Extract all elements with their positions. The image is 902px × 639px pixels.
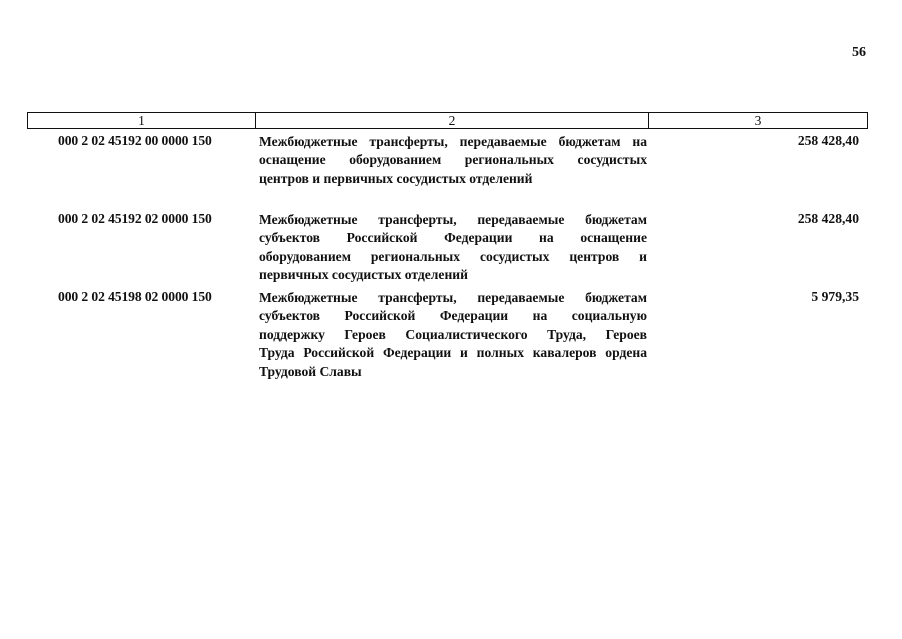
description-line: оснащение оборудованием региональных сосудистых (259, 152, 647, 168)
description-line: субъектов Российской Федерации на оснащение (259, 230, 647, 246)
row-description (259, 289, 647, 381)
budget-code: 000 2 02 45192 02 0000 150 (58, 211, 212, 226)
table-header (27, 112, 868, 129)
row-amount: 5 979,35 (811, 289, 859, 304)
description-line: Межбюджетные трансферты, передаваемые бюджетам (259, 290, 647, 305)
description-line: Труда Российской Федерации и полных кавалеров ордена (259, 345, 647, 361)
budget-code: 000 2 02 45198 02 0000 150 (58, 289, 212, 304)
description-line: Межбюджетные трансферты, передаваемые бюджетам (259, 212, 647, 227)
description-line: оборудованием региональных сосудистых центров и (259, 248, 647, 264)
row-amount: 258 428,40 (797, 211, 859, 226)
row-amount: 258 428,40 (797, 133, 859, 148)
page-number: 56 (852, 45, 866, 60)
description-line: первичных сосудистых отделений (259, 267, 468, 283)
description-line: Трудовой Славы (259, 363, 362, 379)
description-line: поддержку Героев Социалистического Труда, Героев (259, 326, 647, 342)
description-line: центров и первичных сосудистых отделений (259, 170, 533, 186)
row-description (259, 133, 647, 188)
column-header-2: 2 (256, 113, 649, 128)
description-line: Межбюджетные трансферты, передаваемые бюджетам на (259, 134, 647, 149)
column-header-3: 3 (754, 113, 762, 128)
budget-code: 000 2 02 45192 00 0000 150 (58, 133, 212, 148)
description-line: субъектов Российской Федерации на социальную (259, 308, 647, 324)
row-description (259, 211, 647, 285)
column-header-1: 1 (28, 113, 256, 128)
